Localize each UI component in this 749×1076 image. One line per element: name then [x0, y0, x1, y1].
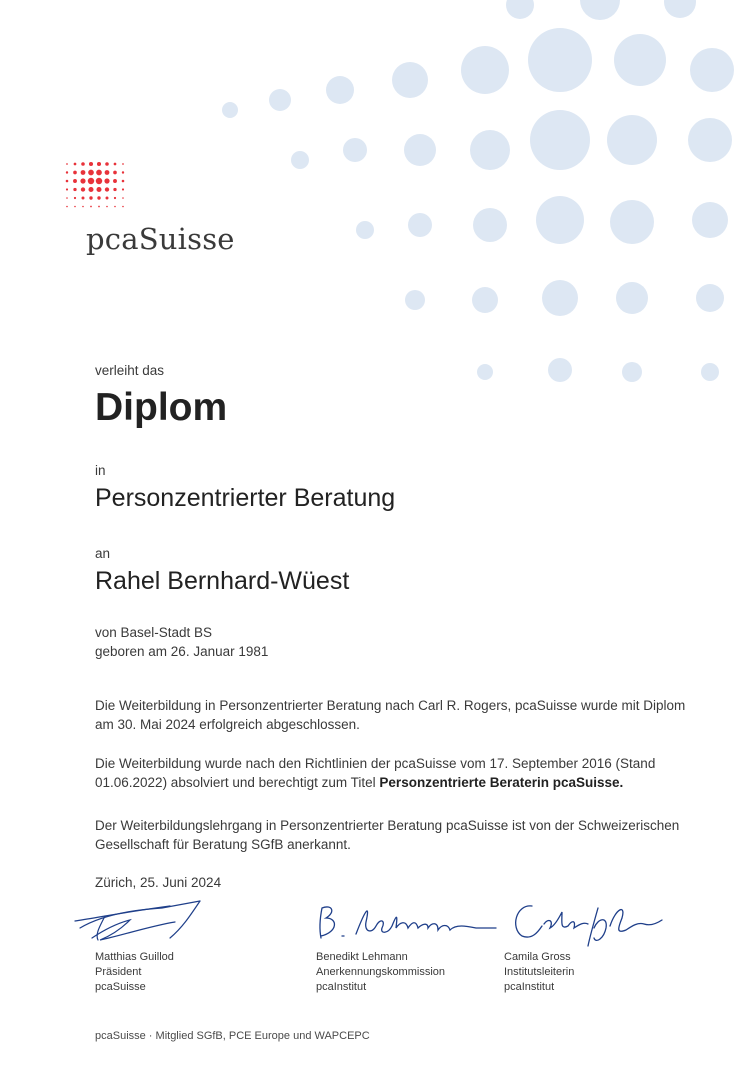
signatory-role: Präsident: [95, 966, 142, 978]
signatory-org: pcaSuisse: [95, 981, 146, 993]
footer-text: pcaSuisse · Mitglied SGfB, PCE Europe und WAPCEPC: [95, 1030, 370, 1042]
logo-dot: [97, 162, 101, 166]
recipient-details: [95, 623, 268, 661]
logo-dot: [89, 162, 93, 166]
signature-guillod: [70, 896, 210, 946]
course-name: Personzentrierter Beratung: [95, 484, 396, 512]
logo-dot: [66, 197, 68, 199]
logo-dot: [74, 197, 76, 199]
logo-dot: [81, 162, 85, 166]
logo-dot: [88, 187, 93, 192]
logo-dot: [96, 178, 102, 184]
logo-dot: [105, 162, 109, 166]
document-title: Diplom: [95, 386, 228, 429]
signatory-1: [95, 950, 174, 995]
logo-dot: [74, 206, 76, 208]
signatory-role: Institutsleiterin: [504, 966, 575, 978]
signatory-2: [316, 950, 445, 995]
logo-dot: [73, 179, 77, 183]
logo-dot: [106, 206, 108, 208]
an-label: an: [95, 546, 111, 561]
pcasuisse-logo-icon: [63, 160, 127, 220]
logo-dot: [122, 180, 125, 183]
logo-dot: [82, 197, 85, 200]
logo-dot: [80, 178, 85, 183]
logo-dot: [114, 163, 117, 166]
logo-dot: [66, 188, 68, 190]
signature-lehmann: [316, 898, 506, 944]
logo-dot: [66, 206, 68, 208]
logo-dot: [98, 206, 100, 208]
logo-dot: [122, 197, 124, 199]
recipient-origin: von Basel-Stadt BS: [95, 625, 213, 640]
logo-dot: [66, 171, 68, 173]
place-date: Zürich, 25. Juni 2024: [95, 875, 222, 890]
logo-dot: [88, 170, 94, 176]
paragraph-title: [95, 754, 695, 792]
logo-dot: [113, 179, 117, 183]
paragraph-completion: Die Weiterbildung in Personzentrierter Beratung nach Carl R. Rogers, pcaSuisse wurde mit Diplom am 30. Mai 2024 erfolgreich abgeschlossen.: [95, 698, 686, 732]
logo-dot: [82, 206, 84, 208]
intro-text: verleiht das: [95, 363, 165, 378]
logo-dot: [113, 188, 116, 191]
logo-dot: [122, 188, 124, 190]
logo-dot: [90, 206, 92, 208]
signatory-3: [504, 950, 574, 995]
logo-dot: [81, 170, 86, 175]
logo-dot: [73, 188, 76, 191]
logo-dot: [114, 197, 116, 199]
logo-dot: [122, 163, 124, 165]
recipient-name: Rahel Bernhard-Wüest: [95, 567, 350, 595]
signatory-name: Benedikt Lehmann: [316, 951, 408, 963]
signature-gross: [498, 898, 688, 948]
signatory-role: Anerkennungskommission: [316, 966, 446, 978]
signatory-org: pcaInstitut: [316, 981, 367, 993]
logo-dot: [89, 196, 92, 199]
logo-dot: [73, 171, 77, 175]
logo-dot: [122, 206, 124, 208]
signatory-org: pcaInstitut: [504, 981, 555, 993]
logo-text: pcaSuisse: [86, 222, 235, 256]
professional-title: Personzentrierte Beraterin pcaSuisse.: [379, 775, 624, 790]
logo-dot: [81, 187, 85, 191]
paragraph-title-text: Die Weiterbildung wurde nach den Richtlinien der pcaSuisse vom 17. September 2016 (Stand 01.06.2022) absolviert und berechtigt zum Titel: [95, 756, 656, 790]
logo-dot: [113, 171, 117, 175]
logo-dot: [74, 163, 77, 166]
in-label: in: [95, 463, 106, 478]
logo-dot: [66, 163, 68, 165]
logo-dot: [114, 206, 116, 208]
logo-dot: [106, 197, 109, 200]
paragraph-accreditation: Der Weiterbildungslehrgang in Personzentrierter Beratung pcaSuisse ist von der Schweizerischen Gesellschaft für Beratung SGfB anerkannt.: [95, 818, 680, 852]
logo-dot: [96, 187, 101, 192]
signatory-name: Camila Gross: [504, 951, 571, 963]
recipient-birthdate: geboren am 26. Januar 1981: [95, 644, 269, 659]
logo-dot: [105, 187, 109, 191]
logo-dot: [66, 180, 69, 183]
signatory-name: Matthias Guillod: [95, 951, 174, 963]
logo-dot: [88, 178, 94, 184]
logo-dot: [96, 170, 102, 176]
logo-dot: [97, 196, 100, 199]
logo-dot: [104, 178, 109, 183]
logo-dot: [122, 171, 124, 173]
logo-dot: [105, 170, 110, 175]
